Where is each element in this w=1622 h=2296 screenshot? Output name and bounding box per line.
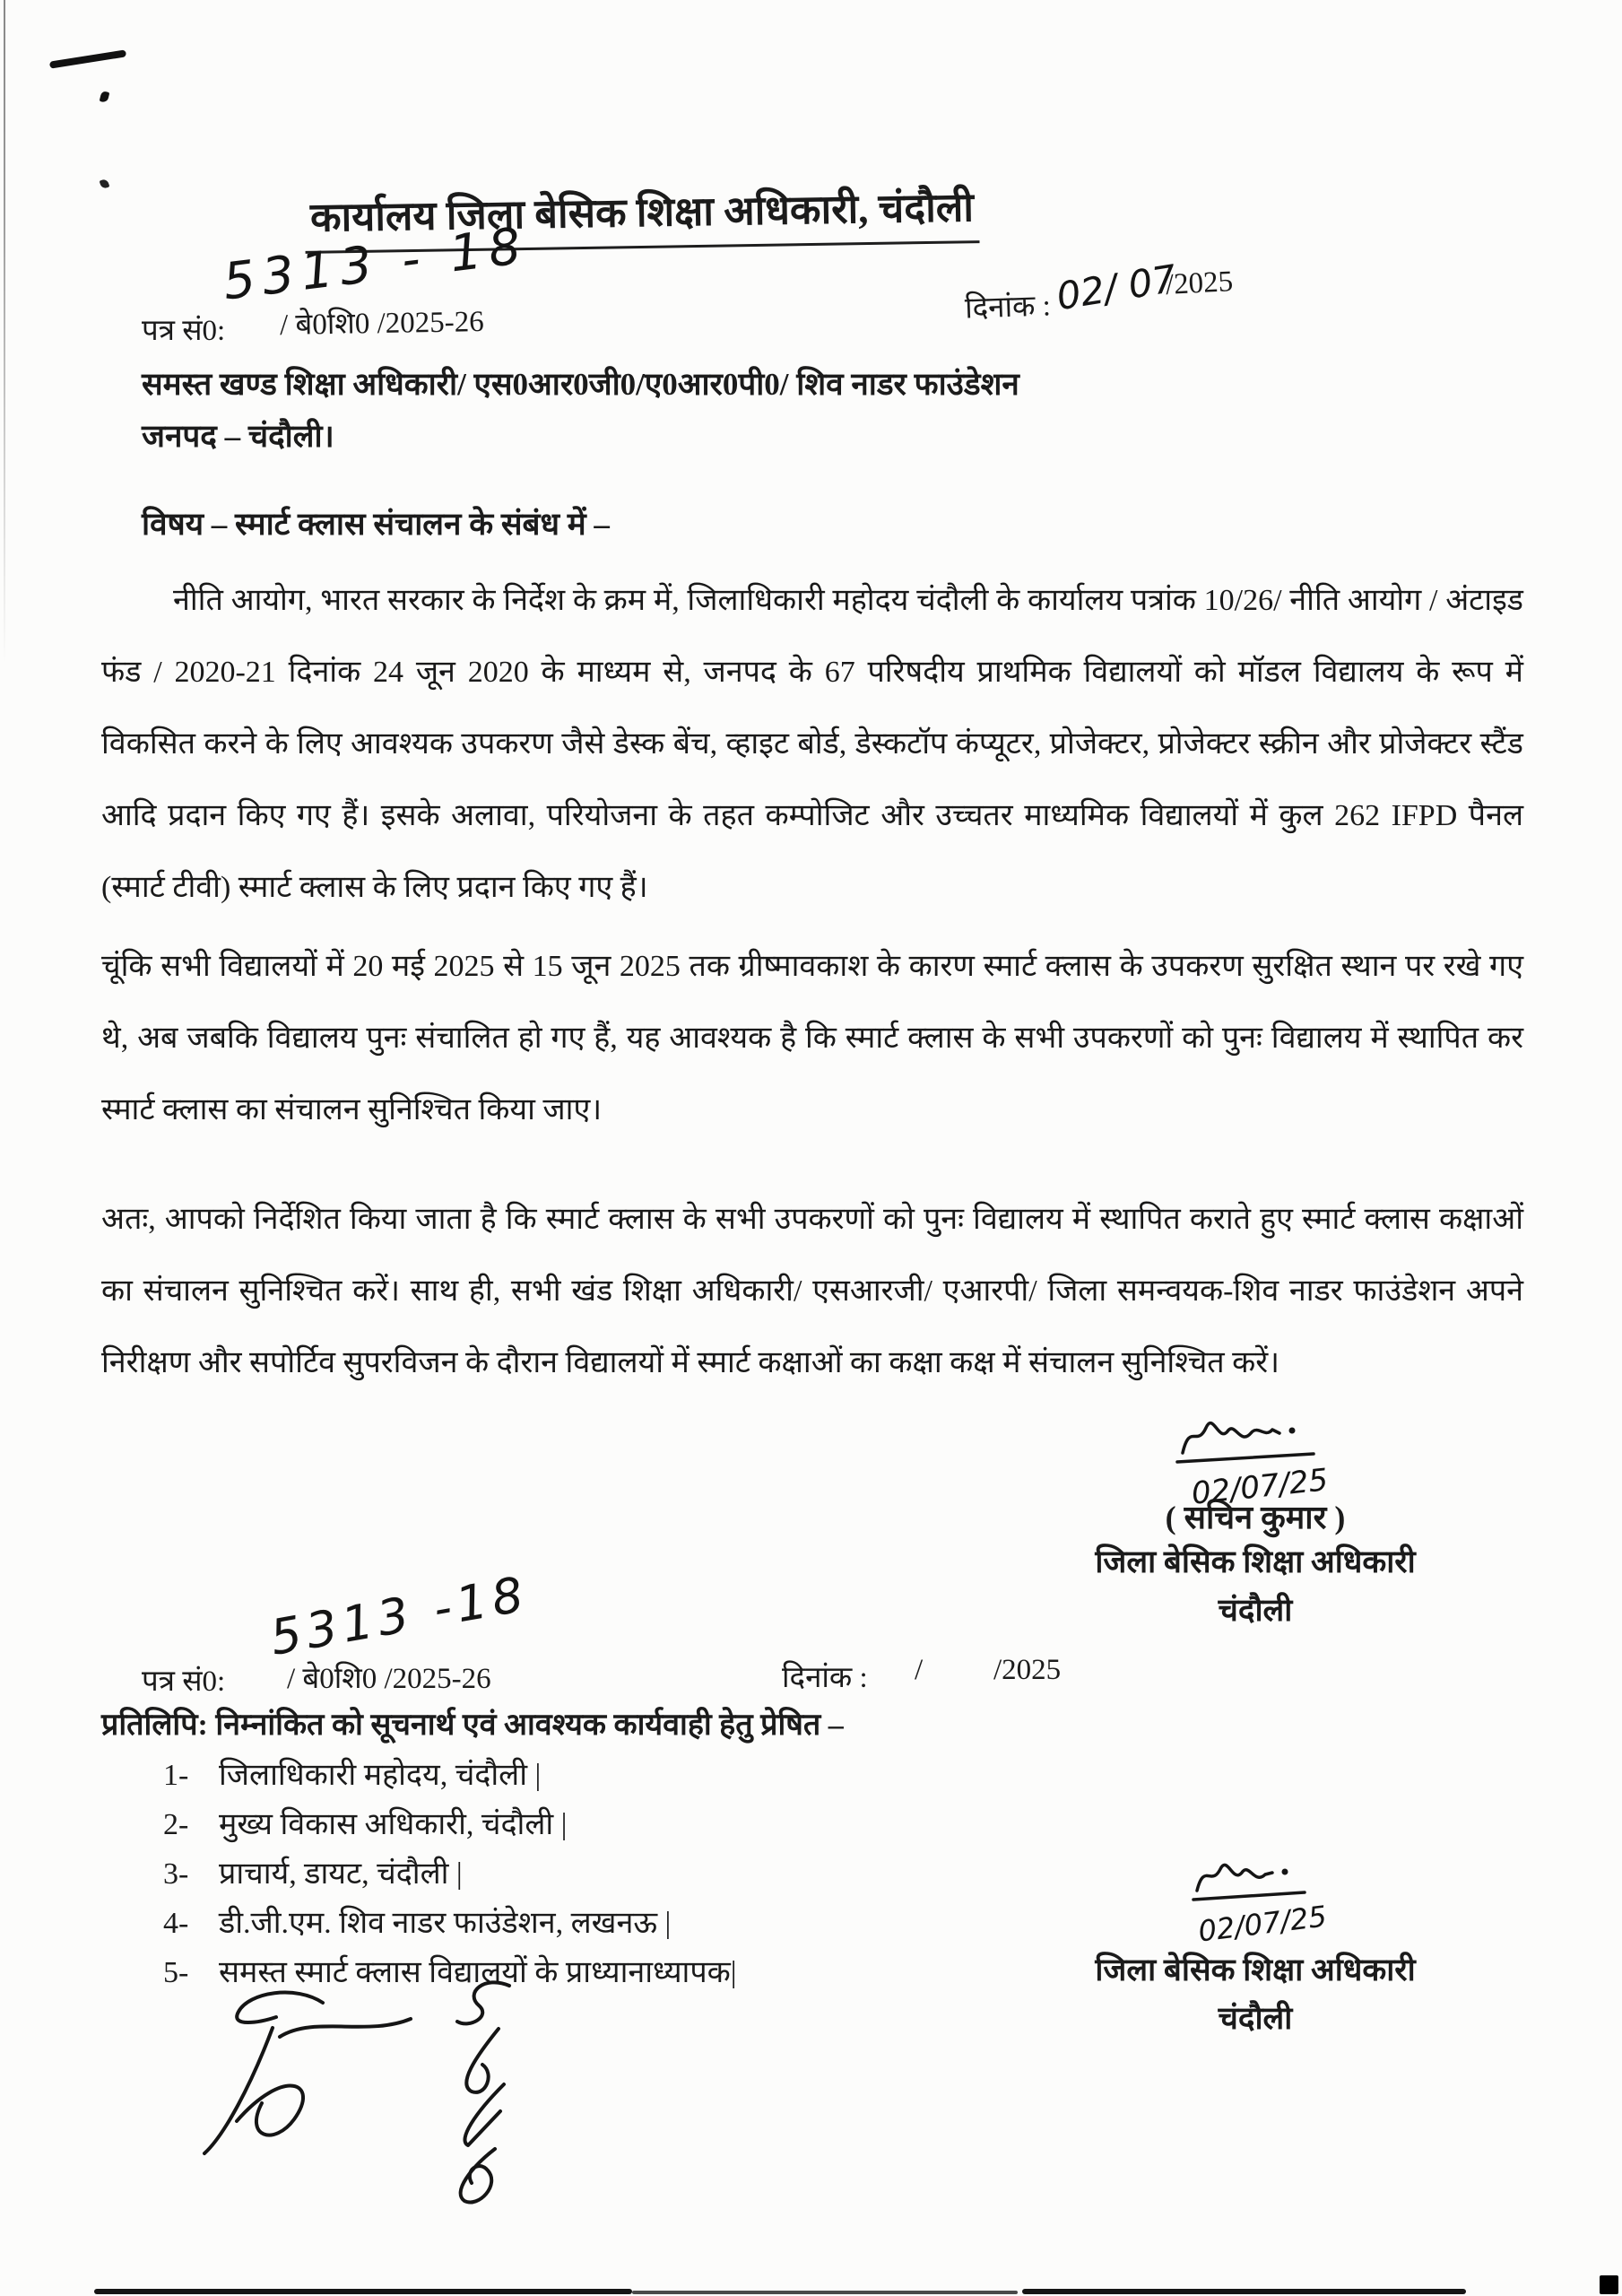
signatory-designation: जिला बेसिक शिक्षा अधिकारी <box>1095 1544 1416 1579</box>
list-item <box>163 1751 737 1800</box>
scan-bottom-artifact <box>94 2289 632 2294</box>
signature-block-1 <box>1067 1406 1444 1635</box>
list-item-number: 2- <box>163 1808 189 1841</box>
list-item-text: डी.जी.एम. शिव नाडर फाउंडेशन, लखनऊ | <box>219 1907 672 1940</box>
scan-edge-line <box>4 0 5 664</box>
handwritten-scribble <box>420 1973 545 2224</box>
ref-label: पत्र सं0: <box>142 315 226 347</box>
signatory-name: ( सचिन कुमार ) <box>1165 1500 1346 1535</box>
list-item <box>163 1899 737 1948</box>
date-year: /2025 <box>1165 265 1235 301</box>
scan-bottom-artifact <box>1022 2289 1466 2294</box>
addressee-line1: समस्त खण्ड शिक्षा अधिकारी/ एस0आर0जी0/ए0आर0पी0/ शिव नाडर फाउंडेशन <box>142 367 1019 402</box>
subject-line: विषय – स्मार्ट क्लास संचालन के संबंध में – <box>142 507 610 542</box>
list-item-text: मुख्य विकास अधिकारी, चंदौली | <box>219 1808 568 1841</box>
body-paragraph-1: नीति आयोग, भारत सरकार के निर्देश के क्रम में, जिलाधिकारी महोदय चंदौली के कार्यालय पत्रांक 10/26/ नीति आयोग / अंटाइड फंड / 2020-21 दिनांक 24 जून 2020 के माध्यम से, जनपद के 67 परिषदीय प्राथमिक विद्यालयों को मॉडल विद्यालय के रूप में विकसित करने के लिए आवश्यक उपकरण जैसे डेस्क बेंच, व्हाइट बोर्ड, डेस्कटॉप कंप्यूटर, प्रोजेक्टर, प्रोजेक्टर स्क्रीन और प्रोजेक्टर स्टैंड आदि प्रदान किए गए हैं। इसके अलावा, परियोजना के तहत कम्पोजिट और उच्चतर माध्यमिक विद्यालयों में कुल 262 IFPD पैनल (स्मार्ट टीवी) स्मार्ट क्लास के लिए प्रदान किए गए हैं। <box>101 584 1523 904</box>
addressee-line2: जनपद – चंदौली। <box>142 419 334 454</box>
signatory-designation: जिला बेसिक शिक्षा अधिकारी <box>1095 1952 1416 1987</box>
list-item-number: 5- <box>163 1956 189 1989</box>
pen-dot <box>100 178 110 189</box>
signature-block-2 <box>1067 1849 1444 2043</box>
handwritten-scribble <box>179 1978 421 2175</box>
list-item-number: 4- <box>163 1907 189 1940</box>
footer-ref-handwritten: 5313 -18 <box>265 1565 533 1666</box>
scan-corner-artifact <box>1600 2275 1618 2294</box>
signatory-place: चंदौली <box>1218 2001 1293 2036</box>
copy-heading: प्रतिलिपि: निम्नांकित को सूचनार्थ एवं आवश्यक कार्यवाही हेतु प्रेषित – <box>101 1709 844 1742</box>
pen-mark <box>49 49 126 68</box>
list-item-text: जिलाधिकारी महोदय, चंदौली | <box>219 1759 542 1792</box>
signature-date-2: 02/07/25 <box>1196 1899 1329 1949</box>
date-label: दिनांक : <box>964 290 1052 326</box>
ref-value: / बे0शि0 /2025-26 <box>279 306 484 342</box>
footer-ref-label: पत्र सं0: <box>142 1665 226 1698</box>
body-paragraph-2: चूंकि सभी विद्यालयों में 20 मई 2025 से 15 जून 2025 तक ग्रीष्मावकाश के कारण स्मार्ट क्लास के उपकरण सुरक्षित स्थान पर रखे गए थे, अब जबकि विद्यालय पुनः संचालित हो गए हैं, यह आवश्यक है कि स्मार्ट क्लास के सभी उपकरणों को पुनः विद्यालय में स्थापित कर स्मार्ट क्लास का संचालन सुनिश्चित किया जाए। <box>101 950 1523 1126</box>
scan-bottom-artifact <box>632 2291 1018 2294</box>
signature-date-1: 02/07/25 <box>1189 1462 1331 1512</box>
office-title: कार्यालय जिला बेसिक शिक्षा अधिकारी, चंदौली <box>304 178 979 254</box>
list-item-text: प्राचार्य, डायट, चंदौली | <box>219 1857 463 1891</box>
footer-date-year: /2025 <box>993 1654 1062 1686</box>
list-item-text: समस्त स्मार्ट क्लास विद्यालयों के प्राध्यानाध्यापक| <box>219 1956 737 1989</box>
date-handwritten: 02/ 07 <box>1053 256 1180 319</box>
list-item <box>163 1849 737 1899</box>
ref-number-handwritten: 5313 - 18 <box>220 216 532 312</box>
list-item-number: 3- <box>163 1857 189 1891</box>
copy-list <box>163 1751 737 1997</box>
pen-dot <box>100 91 110 103</box>
footer-date-label: दिनांक : <box>782 1662 868 1694</box>
body-paragraph-3: अतः, आपको निर्देशित किया जाता है कि स्मार्ट क्लास के सभी उपकरणों को पुनः विद्यालय में स्थापित कराते हुए स्मार्ट क्लास कक्षाओं का संचालन सुनिश्चित करें। साथ ही, सभी खंड शिक्षा अधिकारी/ एसआरजी/ एआरपी/ जिला समन्वयक-शिव नाडर फाउंडेशन अपने निरीक्षण और सपोर्टिव सुपरविजन के दौरान विद्यालयों में स्मार्ट कक्षाओं का कक्षा कक्ष में संचालन सुनिश्चित करें। <box>101 1203 1523 1379</box>
footer-date-slash: / <box>915 1654 924 1686</box>
signatory-place: चंदौली <box>1218 1593 1293 1628</box>
list-item-number: 1- <box>163 1759 189 1792</box>
footer-ref-value: / बे0शि0 /2025-26 <box>287 1663 491 1695</box>
list-item <box>163 1800 737 1849</box>
